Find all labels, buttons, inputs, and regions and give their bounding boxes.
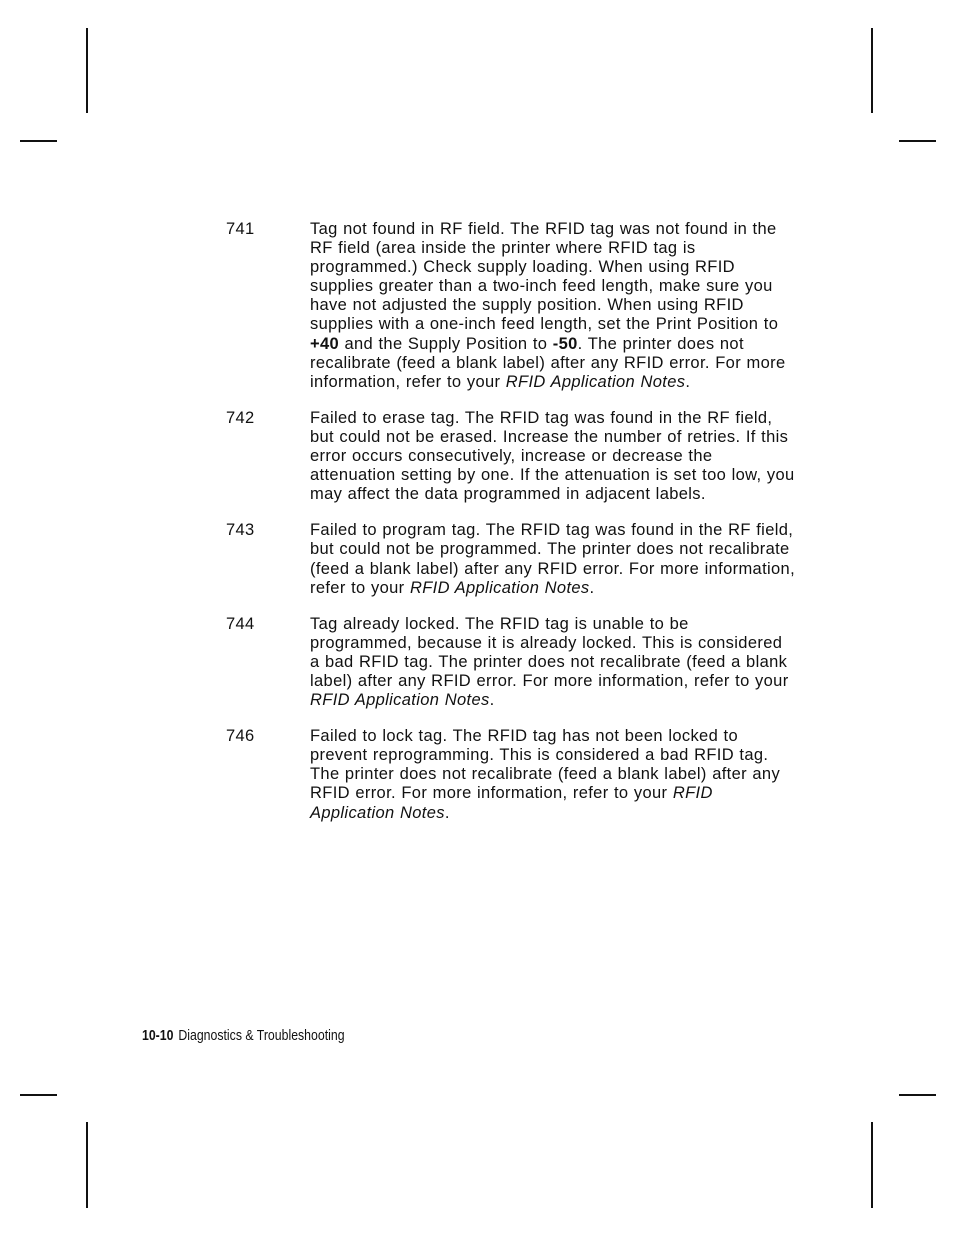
error-entry-742 — [226, 409, 796, 504]
text-run: Tag not found in RF field. The RFID tag was not found in the RF field (area inside the printer where RFID tag is programmed.) Check supply loading. When using RFID supplies greater than a two-inch feed length, make sure you have not adjusted the supply position. When using RFID supplies with a one-inch feed length, set the Print Position to — [310, 220, 779, 334]
document-reference: RFID Application Notes — [310, 784, 713, 822]
document-reference: RFID Application Notes — [409, 578, 590, 597]
crop-mark-bottom-left-horizontal — [20, 1094, 57, 1096]
crop-mark-bottom-right-horizontal — [899, 1094, 936, 1096]
section-title: Diagnostics & Troubleshooting — [178, 1027, 345, 1044]
error-description — [310, 220, 796, 392]
error-entry-743 — [226, 521, 796, 597]
text-run: Failed to lock tag. The RFID tag has not been locked to prevent reprogramming. This is considered a bad RFID tag. The printer does not recalibrate (feed a blank label) after any RFID error. For more information, refer to your — [310, 727, 781, 803]
text-run: Tag already locked. The RFID tag is unable to be programmed, because it is already locked. This is considered a bad RFID tag. The printer does not recalibrate (feed a blank label) after any RFID error. For more information, refer to your — [310, 614, 789, 690]
text-run: . — [589, 578, 595, 597]
error-description — [310, 409, 796, 504]
document-reference: RFID Application Notes — [310, 691, 490, 710]
error-code: 743 — [226, 521, 255, 540]
error-code-list — [226, 220, 796, 840]
bold-value: -50 — [552, 334, 578, 353]
error-description — [310, 727, 796, 822]
text-run: Failed to program tag. The RFID tag was found in the RF field, but could not be programmed. The printer does not recalibrate (feed a blank label) after any RFID error. For more information, refer to your — [310, 521, 796, 597]
bold-value: +40 — [310, 334, 340, 353]
text-run: . The printer does not recalibrate (feed a blank label) after any RFID error. For more information, refer to your — [310, 334, 786, 391]
text-run: and the Supply Position to — [339, 334, 553, 353]
crop-mark-bottom-right-vertical — [871, 1122, 873, 1208]
crop-mark-top-left-vertical — [86, 28, 88, 113]
error-code: 744 — [226, 614, 255, 633]
error-entry-741 — [226, 220, 796, 392]
error-code: 742 — [226, 408, 255, 427]
text-run: . — [489, 691, 495, 710]
text-run: . — [685, 372, 691, 391]
crop-mark-top-left-horizontal — [20, 140, 57, 142]
crop-mark-top-right-vertical — [871, 28, 873, 113]
document-reference: RFID Application Notes — [505, 372, 686, 391]
text-run: . — [444, 803, 450, 822]
error-description — [310, 521, 796, 597]
error-code: 746 — [226, 727, 255, 746]
error-entry-744 — [226, 615, 796, 710]
crop-mark-bottom-left-vertical — [86, 1122, 88, 1208]
error-code: 741 — [226, 220, 255, 238]
page-number: 10-10 — [142, 1027, 174, 1044]
error-entry-746 — [226, 727, 796, 822]
crop-mark-top-right-horizontal — [899, 140, 936, 142]
page-footer — [142, 1027, 345, 1045]
text-run: Failed to erase tag. The RFID tag was found in the RF field, but could not be erased. Increase the number of retries. If this error occurs consecutively, increase or decrease the attenuation setting by one. If the attenuation is set too low, you may affect the data programmed in adjacent labels. — [310, 408, 795, 504]
error-description — [310, 615, 796, 710]
